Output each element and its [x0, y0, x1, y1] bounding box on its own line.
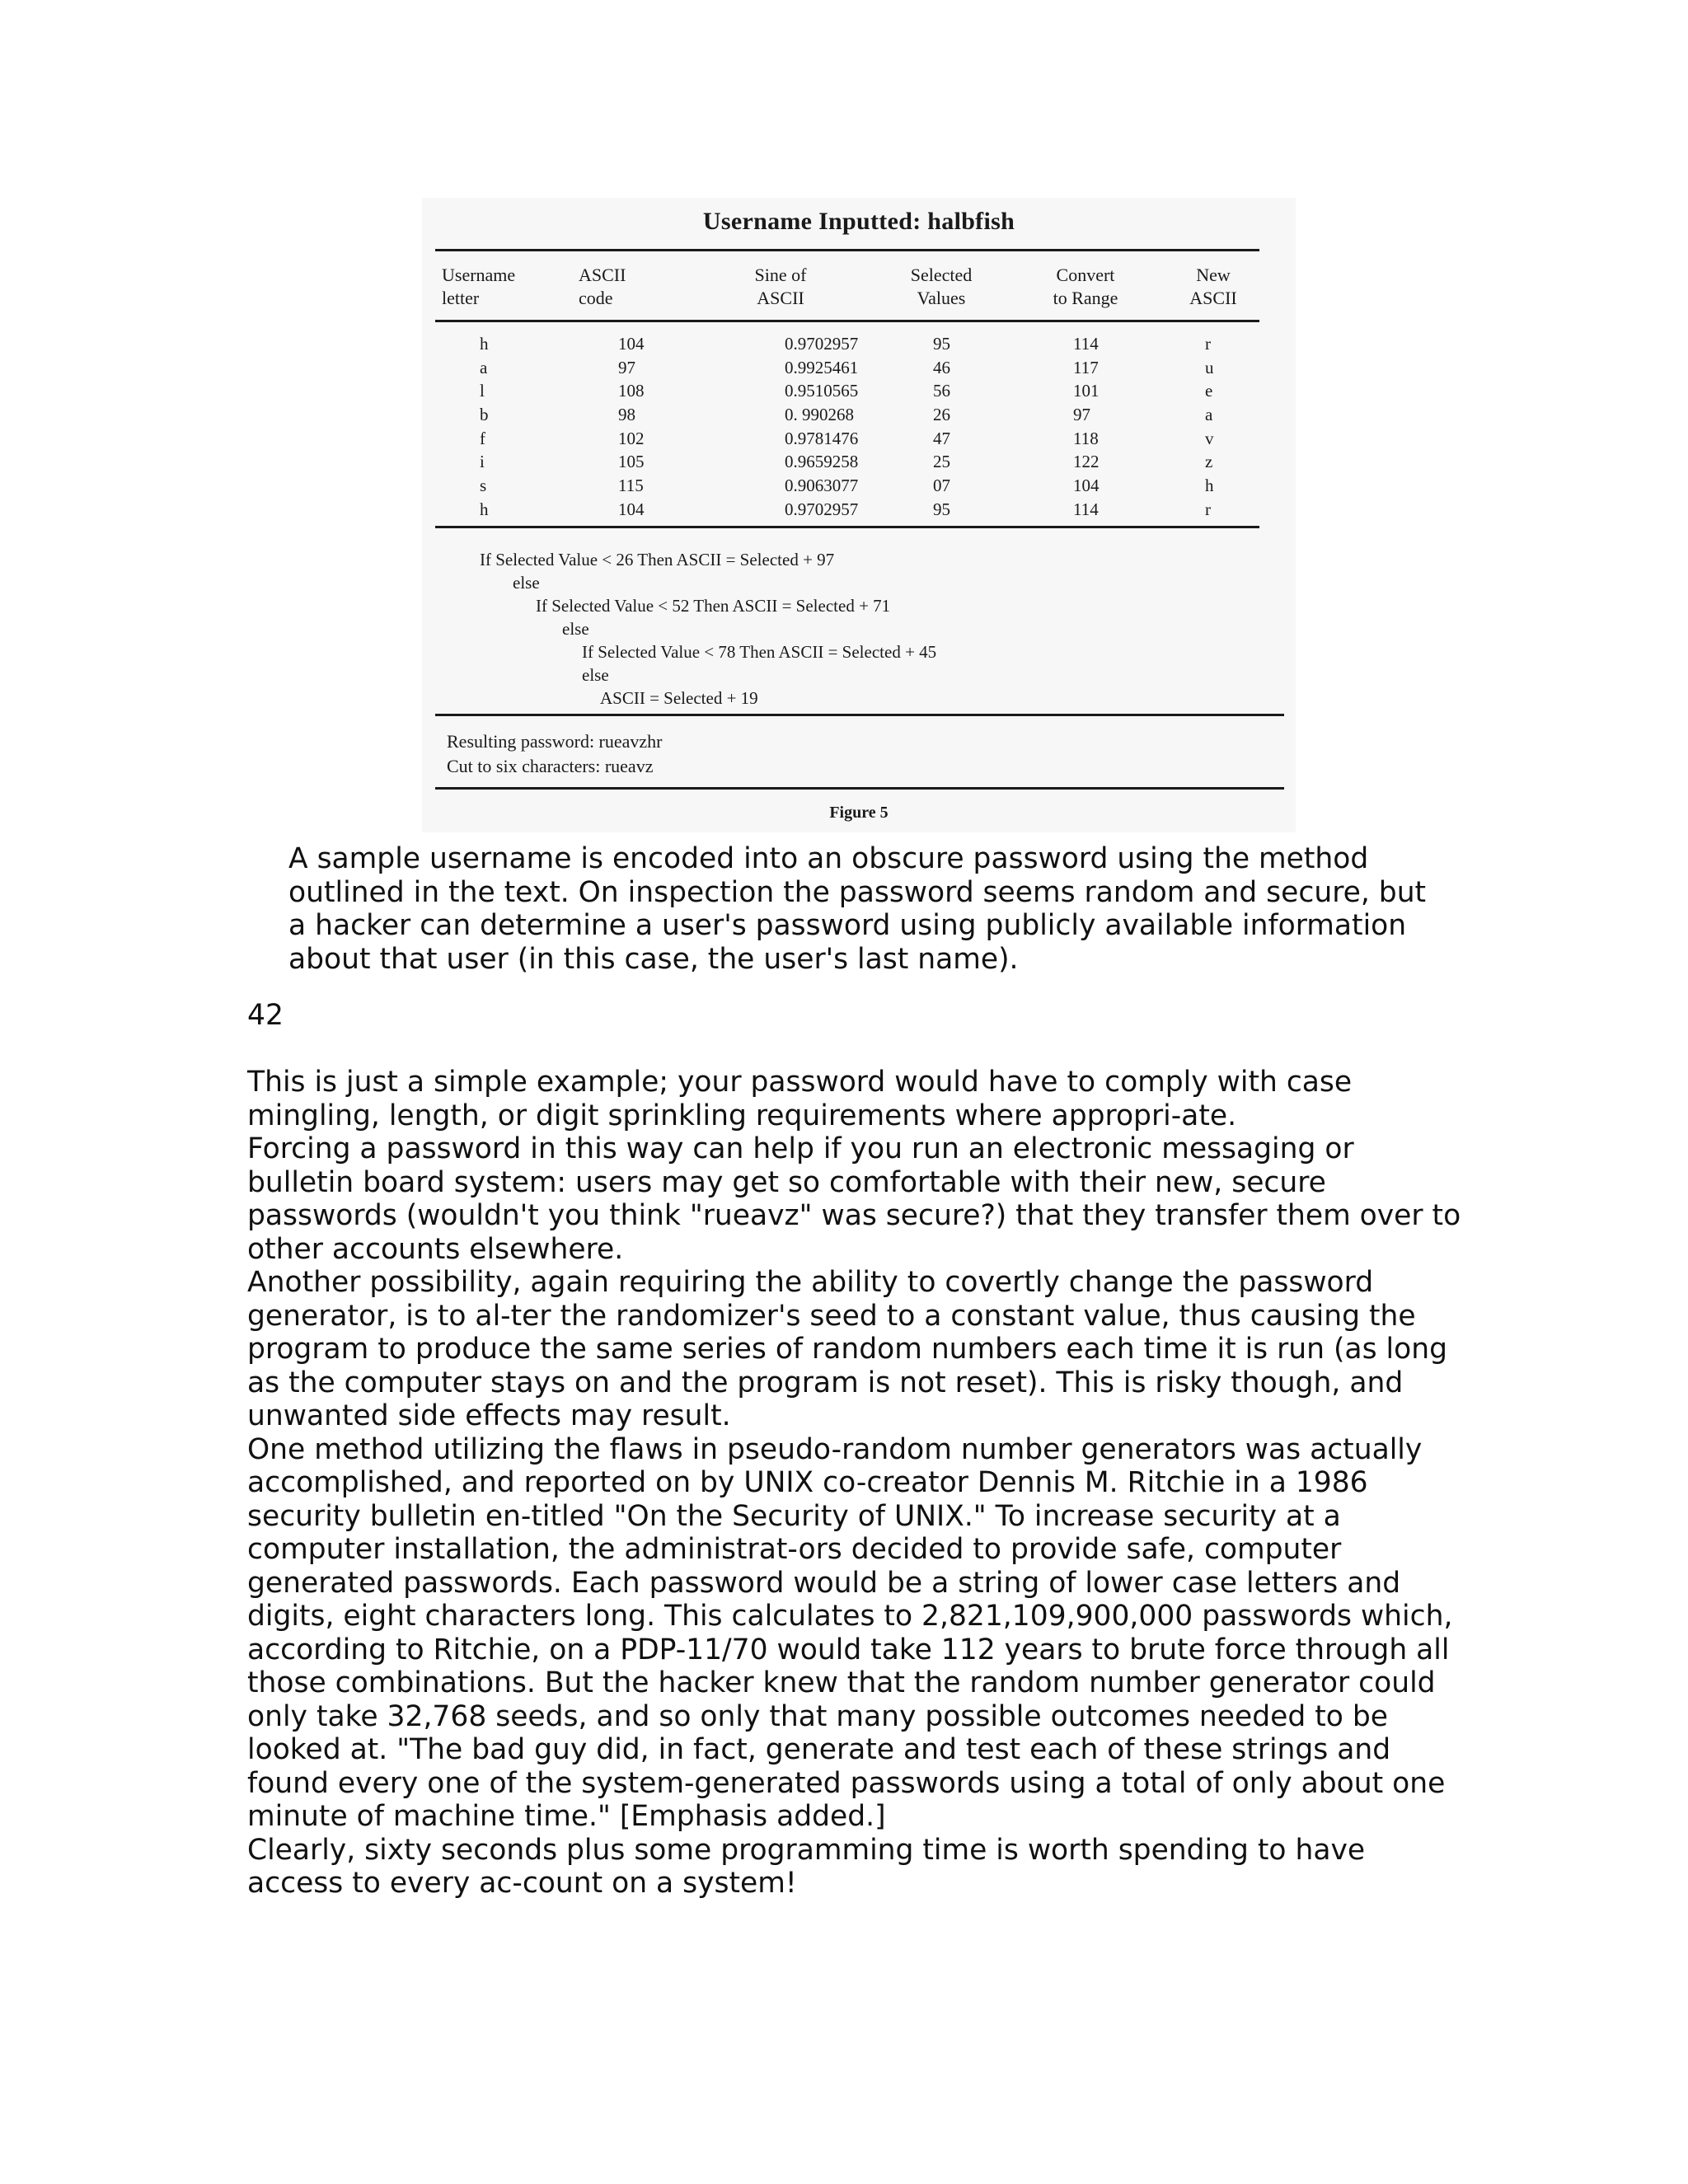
- header-new-ascii: New ASCII: [1189, 265, 1237, 308]
- paragraph: One method utilizing the flaws in pseudo-random number generators was actually accomplished, and reported on by UNIX co-creator Dennis M. Ritchie in a 1986 security bulletin en-titled "On the Security of UNIX." To increase security at a computer installation, the administrat-ors decided to provide safe, computer generated passwords. Each password would be a string of lower case letters and digits, eight characters long. This calculates to 2,821,109,900,000 passwords which, according to Ritchie, on a PDP-11/70 would take 112 years to brute force through all those combinations. But the hacker knew that the random number generator could only take 32,768 seeds, and so only that many possible outcomes needed to be looked at. "The bad guy did, in fact, generate and test each of these strings and found every one of the system-generated passwords using a total of only about one minute of machine time." [Emphasis added.]: [247, 1432, 1453, 1833]
- rule-line: else: [513, 573, 540, 593]
- rule-line: else: [562, 619, 589, 639]
- header-selected-values: Selected Values: [910, 265, 973, 308]
- table-row: b 98 0. 990268 26 97 a: [480, 405, 1213, 425]
- cut-password: Cut to six characters: rueavz: [447, 756, 654, 776]
- rule-line: If Selected Value < 78 Then ASCII = Selected + 45: [582, 642, 937, 662]
- table-row: i 105 0.9659258 25 122 z: [480, 452, 1213, 472]
- table-header-rule: [435, 320, 1259, 322]
- result-top-rule: [435, 714, 1284, 716]
- body-text: [247, 1066, 1467, 1900]
- paragraph: This is just a simple example; your password would have to comply with case mingling, length, or digit sprinkling requirements where appropri-ate.: [247, 1066, 1353, 1132]
- table-row: s 115 0.9063077 07 104 h: [480, 476, 1214, 496]
- rule-line: else: [582, 665, 609, 685]
- rule-line: If Selected Value < 26 Then ASCII = Selected + 97: [480, 550, 835, 569]
- table-body: [422, 334, 1296, 523]
- table-bottom-rule: [435, 526, 1259, 528]
- paragraph: Forcing a password in this way can help if you run an electronic messaging or bulletin board system: users may get so comfortable with their new, secure passwords (wouldn't you think "rueavz" was secure?) that they transfer them over to other accounts elsewhere.: [247, 1132, 1461, 1266]
- figure-title: Username Inputted: halbfish: [702, 208, 1015, 235]
- conversion-rules: [480, 548, 936, 710]
- paragraph: Another possibility, again requiring the ability to covertly change the password generator, is to al-ter the randomizer's seed to a constant value, thus causing the program to produce the same series of random numbers each time it is run (as long as the computer stays on and the program is not reset). This is risky though, and unwanted side effects may result.: [247, 1266, 1447, 1432]
- table-row: l 108 0.9510565 56 101 e: [480, 381, 1213, 401]
- table-row: f 102 0.9781476 47 118 v: [480, 428, 1214, 448]
- table-row: h 104 0.9702957 95 114 r: [480, 499, 1211, 519]
- header-convert-to-range: Convert to Range: [1053, 265, 1118, 308]
- page-number: 42: [247, 999, 284, 1032]
- header-username-letter: Username letter: [442, 265, 516, 308]
- resulting-password: Resulting password: rueavzhr: [447, 731, 663, 752]
- paragraph: Clearly, sixty seconds plus some programming time is worth spending to have access to every ac-count on a system!: [247, 1833, 1366, 1900]
- header-ascii-code: ASCII code: [579, 265, 626, 308]
- figure-label: Figure 5: [829, 804, 889, 822]
- result-block: [447, 729, 663, 779]
- table-row: a 97 0.9925461 46 117 u: [480, 357, 1214, 377]
- figure-5: [422, 198, 1296, 832]
- header-sine-of-ascii: Sine of ASCII: [754, 265, 807, 308]
- table-row: h 104 0.9702957 95 114 r: [480, 334, 1211, 354]
- result-bottom-rule: [435, 787, 1284, 790]
- rule-line: ASCII = Selected + 19: [600, 688, 758, 708]
- figure-caption: A sample username is encoded into an obscure password using the method outlined in the text. On inspection the password seems random and secure, but a hacker can determine a user's password using publicly available information about that user (in this case, the user's last name).: [288, 842, 1427, 976]
- table-top-rule: [435, 249, 1259, 251]
- rule-line: If Selected Value < 52 Then ASCII = Selected + 71: [536, 596, 891, 616]
